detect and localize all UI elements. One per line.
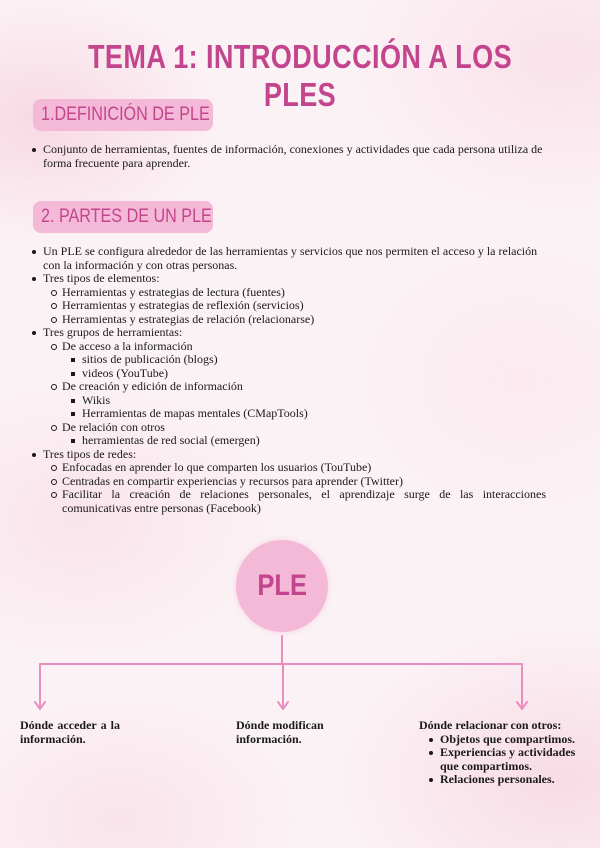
list-item-label: De relación con otros: [62, 419, 165, 434]
branch-relacionar: [419, 719, 591, 787]
list-item: Herramientas y estrategias de relación (relacionarse): [51, 313, 546, 327]
list-item: Conjunto de herramientas, fuentes de información, conexiones y actividades que cada persona utiliza de forma frecuente para aprender.: [30, 143, 546, 170]
list-item: Experiencias y actividades que compartimos.: [419, 746, 591, 773]
branch-modifican: Dónde modifican información.: [236, 718, 324, 746]
list-item-label: Tres tipos de elementos:: [43, 271, 160, 285]
section-heading-text: 1.DEFINICIÓN DE PLE: [41, 104, 210, 125]
list-item-label: Tres tipos de redes:: [43, 446, 137, 461]
list-item: Un PLE se configura alrededor de las herramientas y servicios que nos permiten el acceso y la relación con la información y con otras personas.: [30, 245, 546, 272]
list-item: herramientas de red social (emergen): [71, 434, 546, 448]
branch-acceder: Dónde acceder a la información.: [20, 718, 120, 746]
list-item: Herramientas y estrategias de reflexión (servicios): [51, 299, 546, 313]
branch-relacionar-label: Dónde relacionar con otros:: [419, 718, 562, 732]
list-item: Enfocadas en aprender lo que comparten los usuarios (TouTube): [51, 461, 546, 475]
list-item: Objetos que compartimos.: [419, 733, 591, 747]
ple-circle-label: PLE: [257, 569, 307, 602]
list-item-label: Tres grupos de herramientas:: [43, 325, 183, 339]
list-item-label: De acceso a la información: [62, 338, 193, 353]
list-item: Centradas en compartir experiencias y recursos para aprender (Twitter): [51, 475, 546, 489]
list-item: sitios de publicación (blogs): [71, 353, 546, 367]
list-item: Herramientas y estrategias de lectura (fuentes): [51, 286, 546, 300]
list-item-label: De creación y edición de información: [62, 379, 243, 393]
section-heading-text: 2. PARTES DE UN PLE: [41, 206, 212, 227]
list-item: Facilitar la creación de relaciones personales, el aprendizaje surge de las interacciones comunicativas entre personas (Facebook): [51, 488, 546, 515]
list-item: videos (YouTube): [71, 367, 546, 381]
page-title: TEMA 1: INTRODUCCIÓN A LOS PLES: [87, 38, 513, 113]
list-item: Herramientas de mapas mentales (CMapTools): [71, 407, 546, 421]
list-item: Relaciones personales.: [419, 773, 591, 787]
list-item: Wikis: [71, 394, 546, 408]
